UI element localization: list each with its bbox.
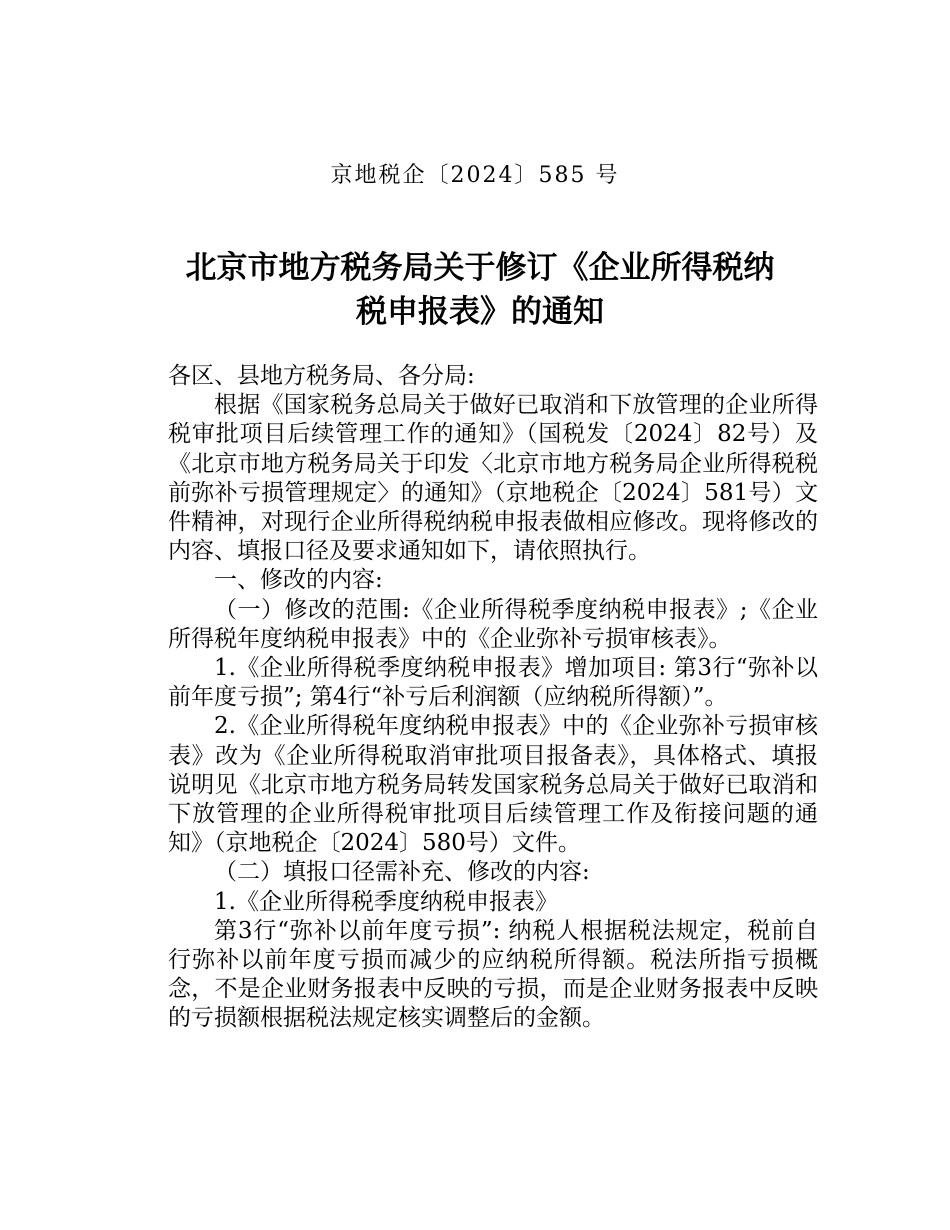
body-paragraph-quarterly-form: 1.《企业所得税季度纳税申报表》	[214, 888, 558, 915]
document-number: 京地税企〔2024〕585 号	[330, 163, 620, 188]
body-paragraph-item-1: 1.《企业所得税季度纳税申报表》增加项目: 第3行“弥补以前年度亏损”; 第4行“补亏后利润额（应纳税所得额）”。	[168, 655, 818, 711]
document-title-line-1: 北京市地方税务局关于修订《企业所得税纳	[185, 250, 775, 286]
section-heading-modification-content: 一、修改的内容:	[214, 567, 383, 594]
body-paragraph-item-2: 2.《企业所得税年度纳税申报表》中的《企业弥补亏损审核表》改为《企业所得税取消审批项目报备表》，具体格式、填报说明见《北京市地方税务局转发国家税务总局关于做好已取消和下放管理的企业所得税审批项目后续管理工作及衔接问题的通知》（京地税企〔2024〕580号）文件。	[168, 713, 818, 857]
subsection-modification-scope: （一）修改的范围:《企业所得税季度纳税申报表》;《企业所得税年度纳税申报表》中的《企业弥补亏损审核表》。	[168, 596, 818, 652]
salutation: 各区、县地方税务局、各分局:	[168, 363, 475, 389]
body-paragraph-line-3-definition: 第3行“弥补以前年度亏损”: 纳税人根据税法规定，税前自行弥补以前年度亏损而减少的应纳税所得额。税法所指亏损概念，不是企业财务报表中反映的亏损，而是企业财务报表中反映的亏损额根据税法规定核实调整后的金额。	[168, 917, 818, 1032]
body-paragraph-basis: 根据《国家税务总局关于做好已取消和下放管理的企业所得税审批项目后续管理工作的通知》（国税发〔2024〕82号）及《北京市地方税务局关于印发〈北京市地方税务局企业所得税税前弥补亏损管理规定〉的通知》（京地税企〔2024〕581号）文件精神，对现行企业所得税纳税申报表做相应修改。现将修改的内容、填报口径及要求通知如下，请依照执行。	[168, 392, 818, 565]
document-title	[160, 246, 800, 334]
document-title-line-2: 税申报表》的通知	[356, 294, 604, 330]
subsection-filing-criteria: （二）填报口径需补充、修改的内容:	[214, 859, 590, 886]
document-body	[168, 362, 818, 1034]
